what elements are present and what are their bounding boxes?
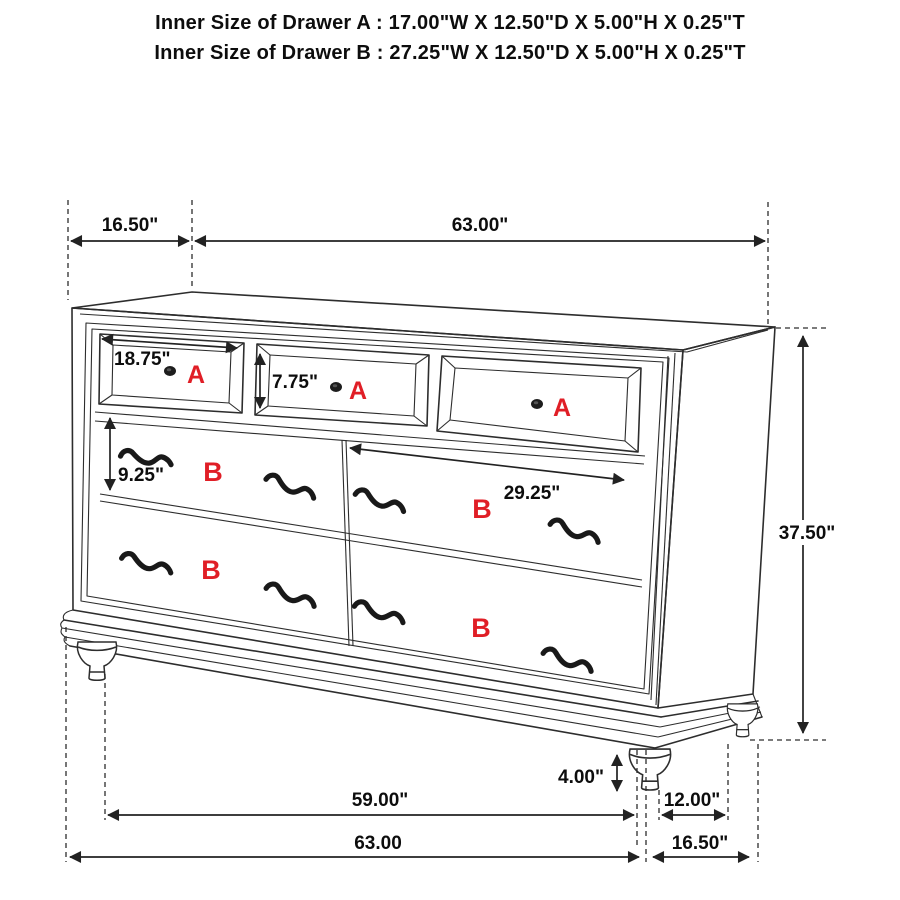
- drawer-b-width-value: 29.25": [503, 483, 561, 504]
- drawer-handle-icon: [265, 582, 317, 606]
- drawer-a-label-3: A: [552, 394, 572, 422]
- dim-drawer-a-width: [102, 339, 237, 370]
- drawer-a-inner-size-text: Inner Size of Drawer A : 17.00"W X 12.50"D X 5.00"H X 0.25"T: [155, 12, 745, 34]
- drawer-a-label-1: A: [186, 361, 206, 389]
- drawer-handle-icon: [120, 450, 172, 465]
- drawer-handle-icon: [353, 600, 405, 622]
- rear-right-foot: [727, 704, 758, 737]
- drawer-b-label-2: B: [472, 494, 492, 524]
- drawer-b-label-3: B: [201, 555, 221, 585]
- drawer-knob-icon: [531, 399, 543, 409]
- drawer-handle-icon: [354, 488, 406, 511]
- drawer-b-height-value: 9.25": [118, 465, 164, 486]
- dim-foot-height: [558, 755, 617, 791]
- dim-bottom-depth: [653, 833, 749, 857]
- drawer-handle-icon: [542, 647, 594, 671]
- drawer-a-1: [99, 334, 244, 413]
- feet-side-span-value: 12.00": [663, 790, 721, 811]
- dim-guides-bottom: [66, 627, 758, 862]
- dim-feet-side-span: [662, 790, 725, 815]
- drawer-b-inner-size-text: Inner Size of Drawer B : 27.25"W X 12.50"D X 5.00"H X 0.25"T: [154, 42, 746, 64]
- drawer-handle-icon: [549, 518, 601, 542]
- drawer-a-3: [437, 356, 641, 452]
- drawer-handle-icon: [121, 552, 173, 573]
- bottom-width-value: 63.00: [354, 833, 402, 854]
- drawer-handle-icon: [265, 473, 317, 498]
- feet-front-span-value: 59.00": [351, 790, 409, 811]
- drawer-a-label-2: A: [348, 377, 368, 405]
- dim-feet-front-span: [108, 790, 634, 815]
- dim-top-width: [195, 202, 768, 324]
- top-width-value: 63.00": [451, 215, 509, 236]
- drawer-b-label-1: B: [203, 457, 223, 487]
- front-right-foot: [629, 749, 670, 790]
- front-left-foot: [77, 642, 116, 680]
- dim-bottom-width: [70, 833, 639, 857]
- dim-overall-height: [750, 328, 845, 740]
- drawer-a-width-value: 18.75": [114, 349, 171, 370]
- dim-top-depth: [68, 200, 192, 300]
- foot-height-value: 4.00": [558, 767, 604, 788]
- top-depth-value: 16.50": [101, 215, 159, 236]
- bottom-depth-value: 16.50": [671, 833, 729, 854]
- drawer-b-label-4: B: [471, 613, 491, 643]
- drawer-a-height-value: 7.75": [272, 372, 318, 393]
- drawer-knob-icon: [330, 382, 342, 392]
- overall-height-value: 37.50": [778, 523, 836, 544]
